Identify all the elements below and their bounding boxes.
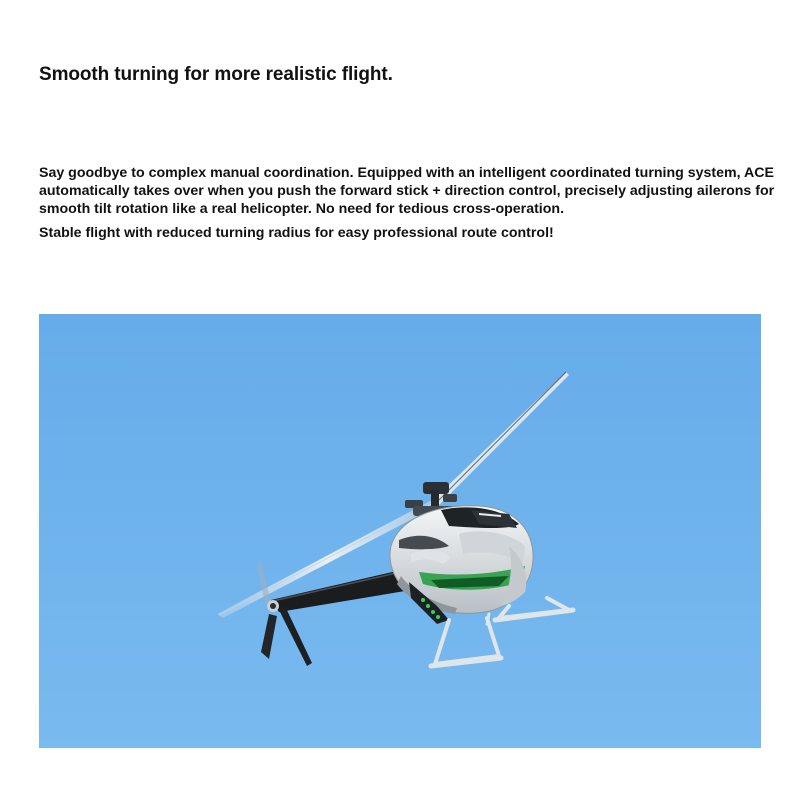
helicopter-photo [39, 314, 761, 748]
description-paragraph-1: Say goodbye to complex manual coordination. Equipped with an intelligent coordinated turning system, ACE automatically takes over when you push the forward stick + direction control, precisely adjusting ailerons for smooth tilt rotation like a real helicopter. No need for tedious cross-operation. [39, 165, 775, 217]
page-headline: Smooth turning for more realistic flight. [39, 64, 393, 85]
description-paragraph-2: Stable flight with reduced turning radius for easy professional route control! [39, 225, 554, 241]
description-block [39, 164, 784, 248]
helicopter-illustration [39, 314, 761, 748]
